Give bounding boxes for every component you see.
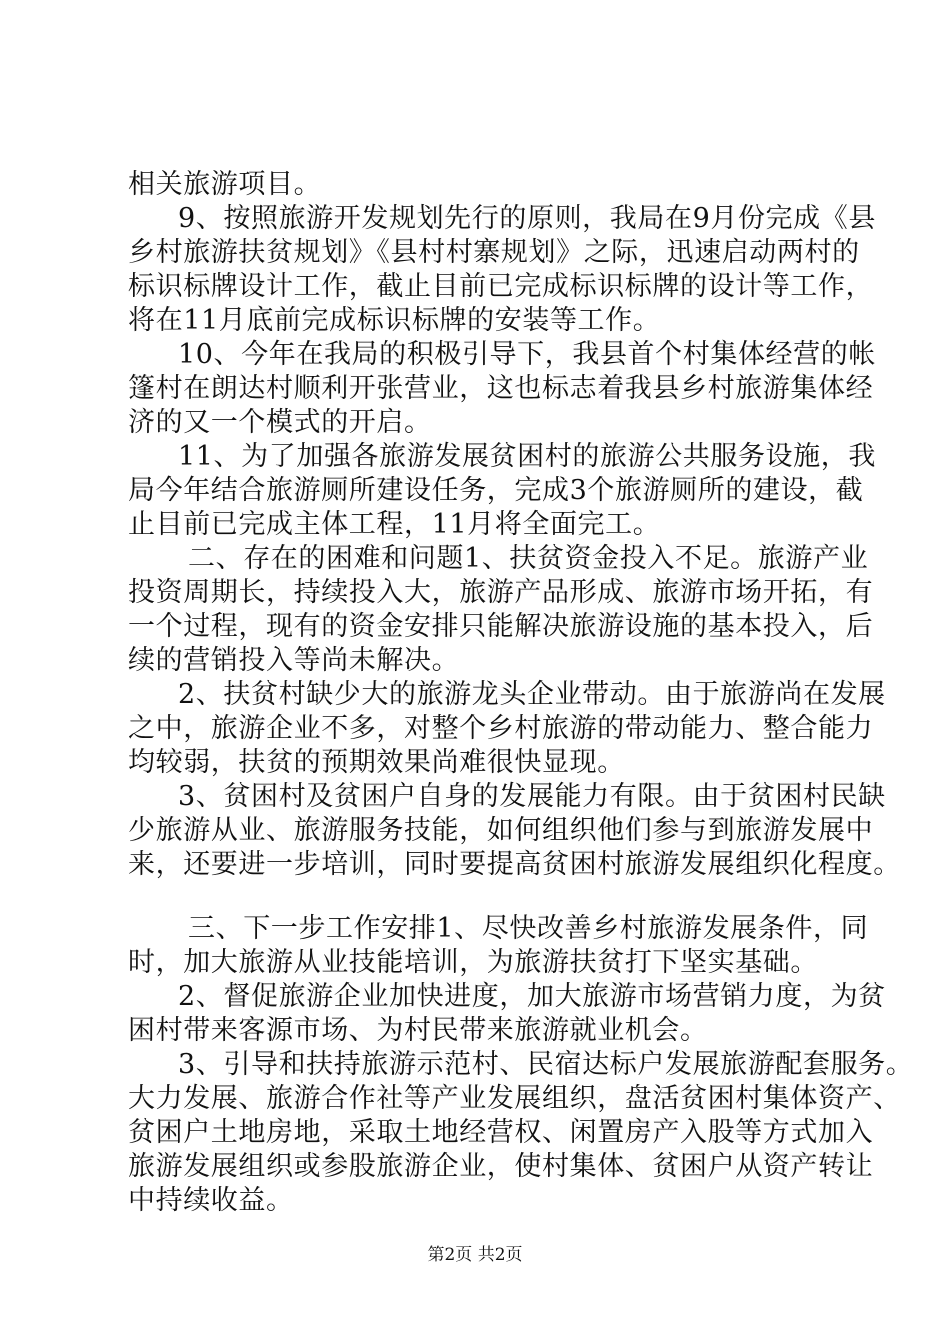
problem-3-line: 少旅游从业、旅游服务技能，如何组织他们参与到旅游发展中 [128, 815, 874, 846]
section-2-line: 投资周期长，持续投入大，旅游产品形成、旅游市场开拓，有 [128, 577, 874, 608]
document-body [128, 168, 914, 1218]
paragraph-9-line: 9、按照旅游开发规划先行的原则，我局在9月份完成《县 [178, 203, 876, 234]
text-line: 相关旅游项目。 [128, 169, 322, 200]
plan-3-line: 中持续收益。 [128, 1185, 294, 1216]
plan-2-line: 2、督促旅游企业加快进度，加大旅游市场营销力度，为贫 [178, 981, 886, 1012]
section-3-line: 时，加大旅游从业技能培训，为旅游扶贫打下坚实基础。 [128, 947, 818, 978]
paragraph-10-line: 10、今年在我局的积极引导下，我县首个村集体经营的帐 [178, 339, 876, 370]
section-3-heading-line: 三、下一步工作安排1、尽快改善乡村旅游发展条件，同 [188, 913, 869, 944]
paragraph-9-line: 乡村旅游扶贫规划》《县村村寨规划》之际，迅速启动两村的 [128, 237, 860, 268]
page-number-footer: 第2页 共2页 [427, 1245, 523, 1265]
plan-2-line: 困村带来客源市场、为村民带来旅游就业机会。 [128, 1015, 708, 1046]
paragraph-11-line: 止目前已完成主体工程，11月将全面完工。 [128, 509, 661, 540]
paragraph-9-line: 标识标牌设计工作，截止目前已完成标识标牌的设计等工作， [128, 271, 874, 302]
problem-2-line: 之中，旅游企业不多，对整个乡村旅游的带动能力、整合能力 [128, 713, 874, 744]
paragraph-11-line: 11、为了加强各旅游发展贫困村的旅游公共服务设施，我 [178, 441, 876, 472]
paragraph-gap [128, 882, 834, 912]
problem-2-line: 均较弱，扶贫的预期效果尚难很快显现。 [128, 747, 625, 778]
section-2-heading-line: 二、存在的困难和问题1、扶贫资金投入不足。旅游产业 [188, 543, 869, 574]
problem-2-line: 2、扶贫村缺少大的旅游龙头企业带动。由于旅游尚在发展 [178, 679, 886, 710]
plan-3-line: 3、引导和扶持旅游示范村、民宿达标户发展旅游配套服务。 [178, 1049, 914, 1080]
problem-3-line: 3、贫困村及贫困户自身的发展能力有限。由于贫困村民缺 [178, 781, 886, 812]
paragraph-10-line: 篷村在朗达村顺利开张营业，这也标志着我县乡村旅游集体经 [128, 373, 874, 404]
paragraph-9-line: 将在11月底前完成标识标牌的安装等工作。 [128, 305, 661, 336]
section-2-line: 续的营销投入等尚未解决。 [128, 645, 460, 676]
paragraph-10-line: 济的又一个模式的开启。 [128, 407, 432, 438]
plan-3-line: 旅游发展组织或参股旅游企业，使村集体、贫困户从资产转让 [128, 1151, 874, 1182]
problem-3-line: 来，还要进一步培训，同时要提高贫困村旅游发展组织化程度。 [128, 849, 901, 880]
paragraph-11-line: 局今年结合旅游厕所建设任务，完成3个旅游厕所的建设，截 [128, 475, 864, 506]
plan-3-line: 贫困户土地房地，采取土地经营权、闲置房产入股等方式加入 [128, 1117, 874, 1148]
section-2-line: 一个过程，现有的资金安排只能解决旅游设施的基本投入，后 [128, 611, 874, 642]
plan-3-line: 大力发展、旅游合作社等产业发展组织，盘活贫困村集体资产、 [128, 1083, 901, 1114]
